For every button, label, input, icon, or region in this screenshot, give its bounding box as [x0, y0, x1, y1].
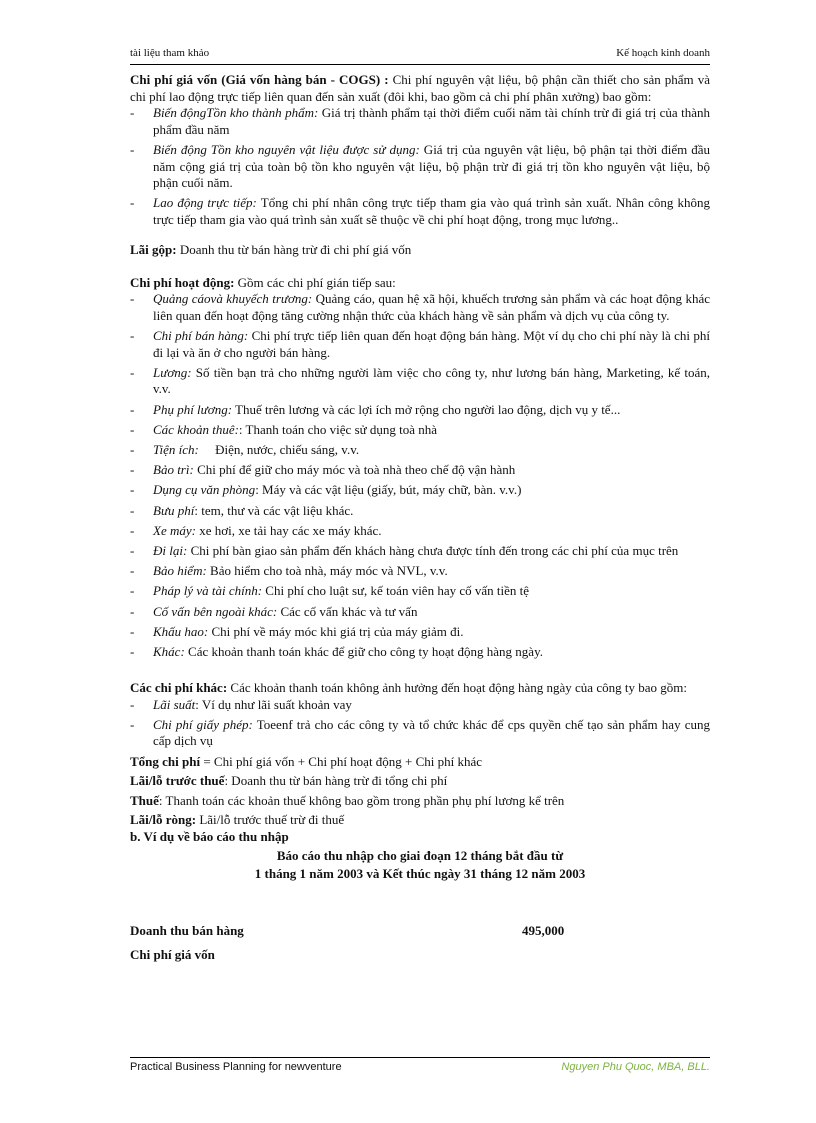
list-item: [130, 563, 710, 580]
item-text: Chi phí cho luật sư, kế toán viên hay cố vấn tiền tệ: [262, 583, 530, 599]
item-term: Cố vấn bên ngoài khác:: [153, 603, 278, 619]
list-item: [130, 697, 710, 714]
item-term: Tiện ích:: [153, 442, 199, 458]
item-text: Chi phí trực tiếp liên quan đến hoạt động bán hàng. Một ví dụ cho chi phí này là chi phí đi lại và ăn ở cho người bán hàng.: [153, 328, 710, 360]
item-text: : Máy và các vật liệu (giấy, bút, máy chữ, bàn. v.v.): [255, 482, 522, 498]
list-item: [130, 503, 710, 520]
list-item: [130, 523, 710, 540]
list-item: [130, 482, 710, 499]
item-term: Bảo trì:: [153, 462, 194, 478]
report-title-line1: Báo cáo thu nhập cho giai đoạn 12 tháng bắt đầu từ: [276, 847, 564, 863]
list-item: [130, 442, 710, 459]
example-heading: [130, 829, 710, 846]
cogs-title: Chi phí giá vốn (Giá vốn hàng bán - COGS) :: [130, 72, 389, 87]
document-body: [130, 72, 710, 965]
item-term: Khác:: [153, 643, 185, 659]
item-term: Dụng cụ văn phòng: [153, 482, 256, 498]
tax-title: Thuế: [130, 792, 159, 808]
item-text: Giá trị của nguyên vật liệu, bộ phận tại thời điểm đầu năm cộng giá trị của toàn bộ tồn kho nguyên vật liệu, bộ phận trừ đi giá trị tồn kho nguyên vật liệu, bộ phận cuối năm.: [153, 141, 711, 191]
table-row: [130, 947, 710, 965]
item-term: Biến độngTồn kho thành phẩm:: [153, 105, 319, 121]
item-term: Lương:: [153, 364, 192, 380]
cogs-text: Chi phí nguyên vật liệu, bộ phận cần thiết cho sản phẩm và chi phí lao động trực tiếp liên quan đến sản xuất (đôi khi, bao gồm cả chi phí phân xưởng) bao gồm:: [130, 72, 710, 104]
tax-text: : Thanh toán các khoản thuế không bao gồm trong phần phụ phí lương kể trên: [158, 792, 565, 808]
gross-text: Doanh thu từ bán hàng trừ đi chi phí giá vốn: [176, 242, 412, 258]
item-text: : Ví dụ như lãi suất khoản vay: [195, 696, 352, 712]
list-item: [130, 624, 710, 641]
gross-paragraph: [130, 242, 710, 259]
item-term: Chi phí giấy phép:: [153, 716, 253, 732]
list-item: [130, 604, 710, 621]
list-item: [130, 644, 710, 661]
item-term: Khấu hao:: [153, 623, 209, 639]
footer-left: Practical Business Planning for newventure: [130, 1061, 342, 1073]
row-label: Chi phí giá vốn: [130, 946, 215, 962]
header-right: Kế hoạch kinh doanh: [616, 47, 710, 59]
opex-list: [130, 291, 710, 660]
item-text: Thuế trên lương và các lợi ích mở rộng cho người lao động, dịch vụ y tế...: [232, 401, 621, 417]
row-label: Doanh thu bán hàng: [130, 922, 244, 938]
item-text: Bảo hiểm cho toà nhà, máy móc và NVL, v.v.: [206, 563, 448, 579]
other-text: Các khoản thanh toán không ảnh hưởng đến hoạt động hàng ngày của công ty bao gồm:: [227, 680, 687, 696]
cogs-list: [130, 105, 710, 228]
item-text: Giá trị thành phẩm tại thời điểm cuối năm tài chính trừ đi giá trị của thành phẩm đầu năm: [153, 105, 710, 137]
item-text: Quảng cáo, quan hệ xã hội, khuếch trương sản phẩm và các hoạt động khác liên quan đến hoạt động tăng cường nhận thức của khách hàng về sản phẩm và dịch vụ của công ty.: [153, 291, 711, 323]
opex-paragraph: [130, 275, 710, 292]
list-item: [130, 583, 710, 600]
report-title-line2: 1 tháng 1 năm 2003 và Kết thúc ngày 31 tháng 12 năm 2003: [254, 866, 586, 882]
list-item: [130, 291, 710, 324]
total-title: Tổng chi phí: [130, 753, 201, 769]
item-term: Bảo hiểm:: [153, 563, 207, 579]
page-header: [130, 47, 710, 65]
item-term: Lao động trực tiếp:: [153, 195, 257, 211]
other-list: [130, 697, 710, 750]
net-line: [130, 812, 710, 829]
item-text: Điện, nước, chiếu sáng, v.v.: [198, 442, 360, 458]
tax-line: [130, 793, 710, 810]
pretax-text: : Doanh thu từ bán hàng trừ đi tổng chi phí: [224, 773, 448, 789]
list-item: [130, 462, 710, 479]
table-row: [130, 923, 710, 941]
pretax-title: Lãi/lỗ trước thuế: [130, 773, 225, 789]
item-text: : tem, thư và các vật liệu khác.: [194, 502, 354, 518]
item-term: Chi phí bán hàng:: [153, 328, 249, 344]
list-item: [130, 402, 710, 419]
item-text: Tổng chi phí nhân công trực tiếp tham gia vào quá trình sản xuất. Nhân công không trực tiếp tham gia vào quá trình sản xuất sẽ thuộc về chi phí hoạt động, trong mục lương..: [153, 195, 710, 227]
item-term: Đi lại:: [153, 542, 188, 558]
item-term: Pháp lý và tài chính:: [153, 583, 263, 599]
other-paragraph: [130, 680, 710, 697]
item-text: Các khoản thanh toán khác để giữ cho công ty hoạt động hàng ngày.: [184, 643, 543, 659]
list-item: [130, 422, 710, 439]
page-footer: [130, 1057, 710, 1074]
item-term: Các khoản thuê:: [153, 421, 239, 437]
list-item: [130, 717, 710, 750]
pretax-line: [130, 773, 710, 790]
item-term: Phụ phí lương:: [153, 401, 233, 417]
total-line: [130, 754, 710, 771]
list-item: [130, 105, 710, 138]
item-term: Xe máy:: [153, 522, 196, 538]
net-title: Lãi/lỗ ròng:: [130, 812, 197, 828]
item-text: Các cố vấn khác và tư vấn: [277, 603, 418, 619]
list-item: [130, 195, 710, 228]
item-text: Chi phí để giữ cho máy móc và toà nhà theo chế độ vận hành: [193, 462, 516, 478]
list-item: [130, 142, 710, 192]
header-left: tài liệu tham khảo: [130, 47, 210, 59]
opex-text: Gồm các chi phí gián tiếp sau:: [234, 274, 396, 290]
item-text: Chi phí về máy móc khi giá trị của máy giảm đi.: [208, 623, 464, 639]
item-text: Chi phí bàn giao sản phẩm đến khách hàng chưa được tính đến trong các chi phí của mục trên: [187, 542, 679, 558]
item-text: : Thanh toán cho việc sử dụng toà nhà: [238, 421, 438, 437]
item-term: Bưu phí: [153, 502, 195, 518]
total-text: = Chi phí giá vốn + Chi phí hoạt động + Chi phí khác: [200, 753, 483, 769]
item-text: Toeenf trả cho các công ty và tổ chức khác để cps quyền chế tạo sản phẩm hay cung cấp dịch vụ: [153, 716, 710, 749]
gross-title: Lãi gộp:: [130, 242, 177, 258]
list-item: [130, 365, 710, 398]
example-heading-text: b. Ví dụ về báo cáo thu nhập: [130, 829, 289, 845]
item-term: Lãi suất: [153, 696, 196, 712]
item-term: Biến động Tồn kho nguyên vật liệu được sử dụng:: [153, 141, 420, 157]
item-text: xe hơi, xe tải hay các xe máy khác.: [195, 522, 382, 538]
list-item: [130, 543, 710, 560]
item-text: Số tiền bạn trả cho những người làm việc cho công ty, như lương bán hàng, Marketing, kế toán, v.v.: [153, 364, 710, 397]
footer-right: Nguyen Phu Quoc, MBA, BLL.: [561, 1061, 710, 1073]
list-item: [130, 328, 710, 361]
other-title: Các chi phí khác:: [130, 680, 228, 696]
cogs-paragraph: [130, 72, 710, 105]
net-text: Lãi/lỗ trước thuế trừ đi thuế: [196, 812, 345, 828]
opex-title: Chi phí hoạt động:: [130, 274, 235, 290]
row-amount: 495,000: [522, 922, 565, 938]
item-term: Quảng cáovà khuyếch trương:: [153, 291, 313, 307]
